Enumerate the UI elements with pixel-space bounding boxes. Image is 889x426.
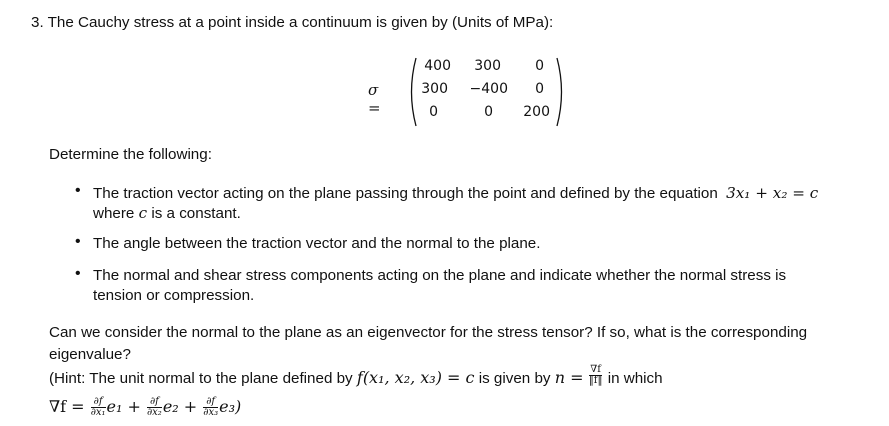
unit-normal-fraction: $\frac{\nabla f}{‖f‖}$ [588,364,603,387]
plane-equation: 3x₁ + x₂ = c [726,184,819,202]
gradient-expression: ∇f = $\frac{\partial f}{\text{∂x₁}}$ e₁ + $\frac{\partial f}{\text{∂x₂}}$ e₂ + $\frac{\partial f}{\text{∂x₃}}$ e₃) [49,396,242,418]
matrix-cell: 400 [424,58,451,74]
bullet-2-line1: The angle between the traction vector and the normal to the plane. [93,235,541,252]
hint-line: (Hint: The unit normal to the plane defined by f(x₁, x₂, x₃) = c is given by n = $\frac{\nabla f}{‖f‖}$ in which [49,364,663,387]
sigma-label: σ = [368,81,381,117]
eigen-question-line1: Can we consider the normal to the plane as an eigenvector for the stress tensor? If so, what is the corresponding [49,324,808,341]
bullet-3-line2: tension or compression. [93,287,255,304]
matrix-cell: 0 [429,104,438,120]
bullet-1-line2: where c is a constant. [93,204,241,222]
problem-intro: 3. The Cauchy stress at a point inside a continuum is given by (Units of MPa): [31,14,554,31]
matrix-cell: 0 [535,81,544,97]
bullet-1-line1: The traction vector acting on the plane passing through the point and defined by the equation 3x₁ + x₂ = c [93,184,819,202]
bullet-icon: • [75,233,81,250]
matrix-cell: 0 [535,58,544,74]
matrix-cell: 0 [484,104,493,120]
determine-heading: Determine the following: [49,146,212,163]
bullet-3-line1: The normal and shear stress components acting on the plane and indicate whether the normal stress is [93,267,787,284]
eigen-question-line2: eigenvalue? [49,346,131,363]
matrix-cell: 300 [421,81,448,97]
matrix-cell: 300 [474,58,501,74]
matrix-cell: 200 [523,104,550,120]
right-paren-icon [555,56,567,128]
bullet-icon: • [75,265,81,282]
bullet-icon: • [75,182,81,199]
matrix-cell: −400 [469,81,508,97]
function-expression: f(x₁, x₂, x₃) = c [356,368,475,387]
